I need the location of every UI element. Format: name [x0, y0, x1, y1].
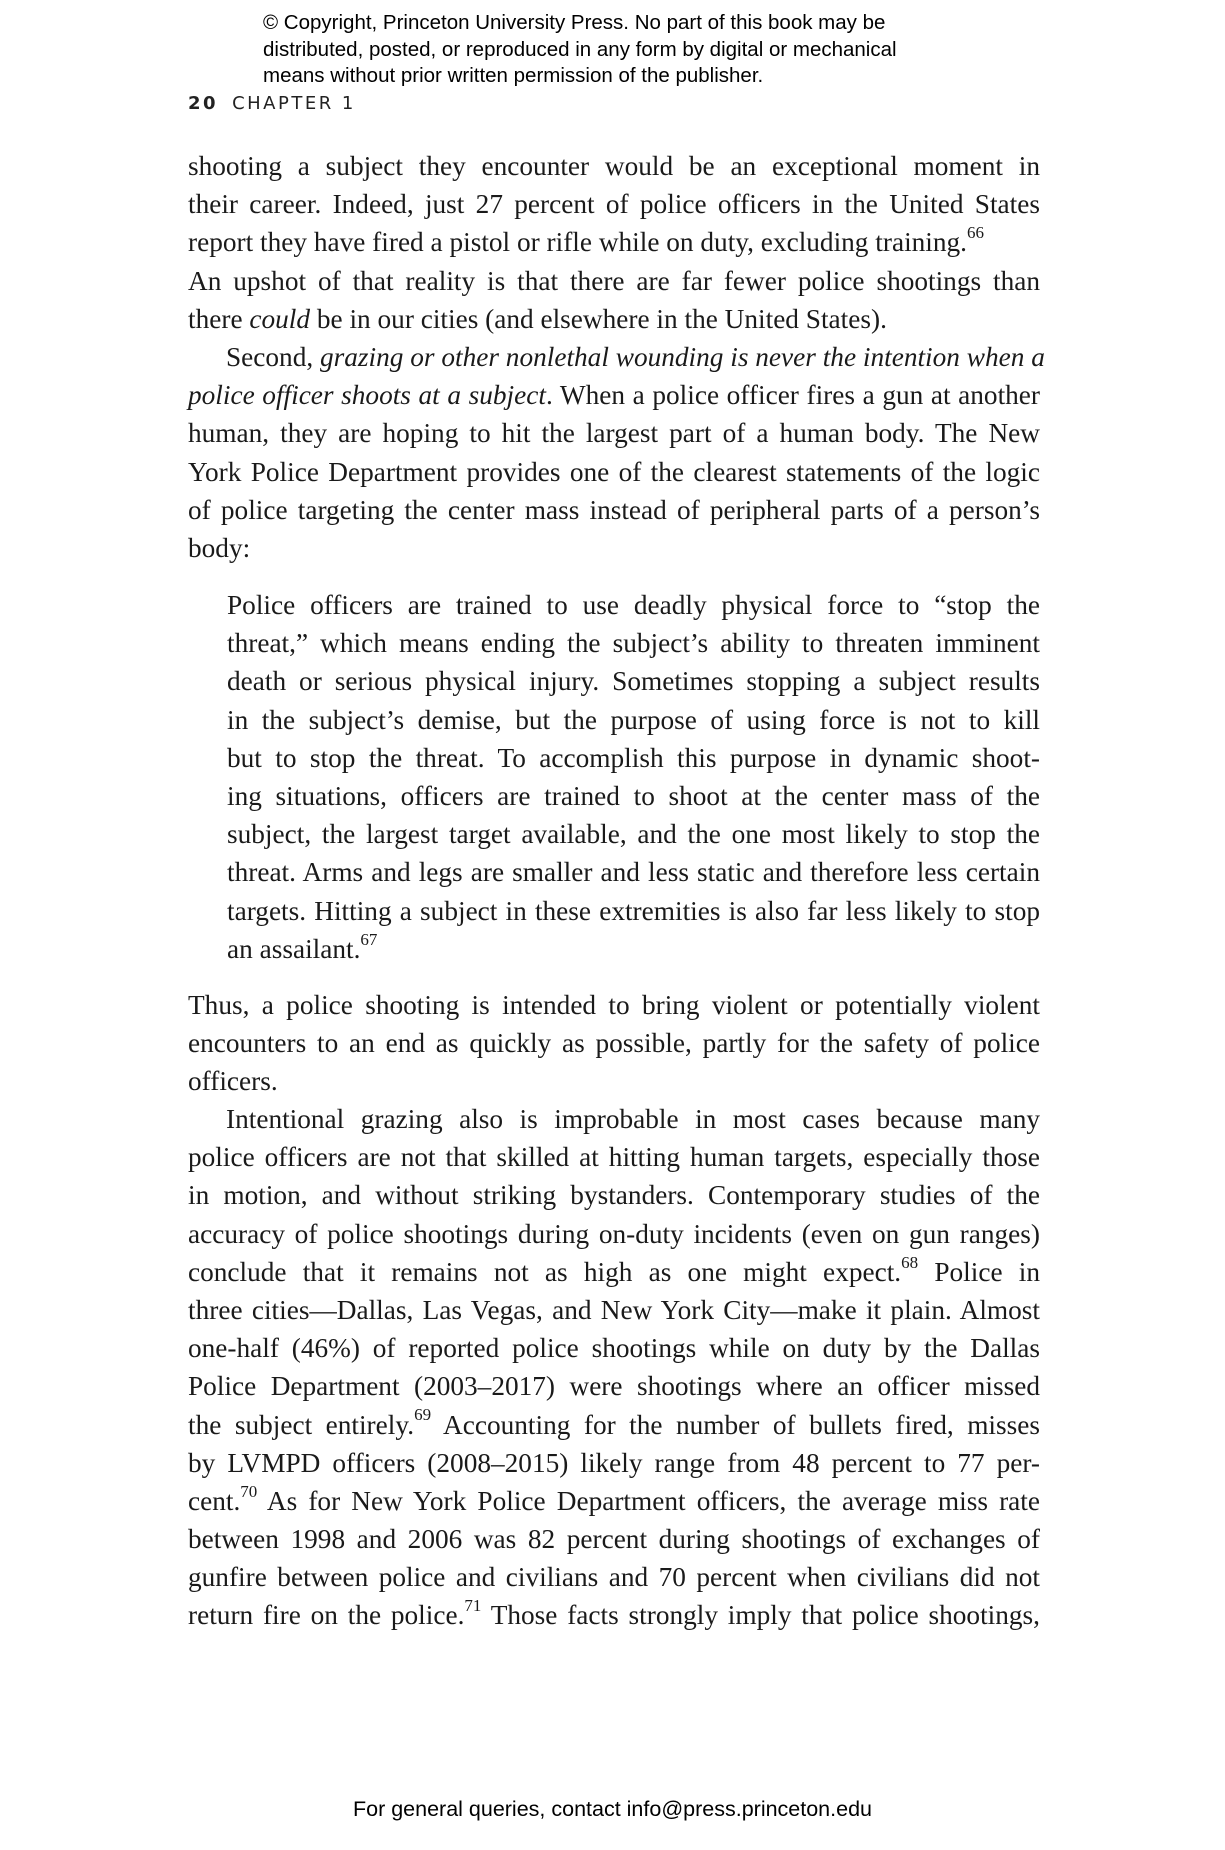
quote-line: death or serious physical injury. Sometimes stopping a subject results: [227, 666, 1040, 697]
quote-line: targets. Hitting a subject in these extremities is also far less likely to stop: [227, 895, 1040, 926]
text-line: body:: [188, 532, 251, 563]
text-line: [188, 338, 1045, 376]
text-line: accuracy of police shootings during on-duty incidents (even on gun ranges): [188, 1218, 1040, 1249]
text-line: Thus, a police shooting is intended to bring violent or potentially violent: [188, 990, 1040, 1020]
text-line: officers.: [188, 1066, 278, 1097]
text-line: police officers are not that skilled at hitting human targets, especially those: [188, 1142, 1040, 1173]
text-run: Accounting for the number of bullets fired, misses: [431, 1409, 1040, 1440]
page-number: 20: [188, 93, 219, 114]
quote-line: subject, the largest target available, and the one most likely to stop the: [227, 819, 1040, 850]
paragraph-2: [188, 338, 1045, 567]
chapter-label: CHAPTER 1: [232, 93, 356, 114]
quote-line: Police officers are trained to use deadly physical force to “stop the: [227, 590, 1040, 620]
footnote-ref-68: 68: [901, 1252, 919, 1272]
footnote-ref-66: 66: [967, 223, 985, 243]
text-line: in motion, and without striking bystanders. Contemporary studies of the: [188, 1180, 1040, 1211]
text-line: Police Department (2003–2017) were shootings where an officer missed: [188, 1371, 1040, 1402]
quote-line: threat. Arms and legs are smaller and less static and therefore less certain: [227, 857, 1040, 888]
text-line: human, they are hoping to hit the largest part of a human body. The New: [188, 418, 1040, 449]
text-run: conclude that it remains not as high as one might expect.: [188, 1256, 902, 1287]
footnote-ref-70: 70: [240, 1481, 258, 1501]
text-run: Police in: [918, 1256, 1040, 1287]
copyright-notice: [263, 10, 1023, 90]
italic-text: could: [249, 303, 311, 334]
text-line: by LVMPD officers (2008–2015) likely range from 48 percent to 77 per-: [188, 1447, 1040, 1478]
text-line: [188, 1596, 1040, 1634]
footnote-ref-71: 71: [464, 1596, 482, 1616]
text-line: one-half (46%) of reported police shootings while on duty by the Dallas: [188, 1333, 1040, 1364]
italic-text: grazing or other nonlethal wounding is never the intention when a: [320, 342, 1045, 372]
text-line: shooting a subject they encounter would be an exceptional moment in: [188, 151, 1040, 181]
text-line: [188, 223, 1040, 261]
text-run: Second,: [226, 342, 321, 372]
footnote-ref-67: 67: [360, 929, 378, 949]
quote-line: ing situations, officers are trained to shoot at the center mass of the: [227, 780, 1040, 811]
text-line: their career. Indeed, just 27 percent of police officers in the United States: [188, 189, 1040, 220]
text-run: there: [188, 303, 250, 334]
italic-text: police officer shoots at a subject: [188, 380, 546, 411]
footer-contact: For general queries, contact info@press.princeton.edu: [352, 1797, 872, 1821]
quote-line: but to stop the threat. To accomplish this purpose in dynamic shoot-: [227, 742, 1040, 773]
text-line: York Police Department provides one of the clearest statements of the logic: [188, 456, 1040, 487]
paragraph-4: [188, 1100, 1040, 1635]
text-line: encounters to an end as quickly as possible, partly for the safety of police: [188, 1028, 1040, 1059]
quote-line: threat,” which means ending the subject’s ability to threaten imminent: [227, 628, 1040, 659]
text-run: Those facts strongly imply that police shootings,: [481, 1600, 1040, 1631]
copyright-line: means without prior written permission of the publisher.: [263, 64, 764, 87]
text-line: of police targeting the center mass instead of peripheral parts of a person’s: [188, 494, 1040, 525]
text-line: [188, 376, 1040, 414]
text-run: return fire on the police.: [188, 1600, 465, 1631]
text-run: an assailant.: [227, 933, 361, 964]
block-quote: [227, 586, 1040, 968]
text-line: [188, 300, 1040, 338]
paragraph-3: [188, 986, 1040, 1101]
text-line: An upshot of that reality is that there are far fewer police shootings than: [188, 265, 1040, 296]
text-run: cent.: [188, 1485, 241, 1516]
text-line: [188, 1406, 1040, 1444]
running-head: [188, 93, 356, 114]
paragraph-1: [188, 147, 1040, 338]
text-line: [188, 1253, 1040, 1291]
text-line: [188, 1482, 1040, 1520]
text-run: be in our cities (and elsewhere in the United States).: [310, 303, 887, 334]
text-run: . When a police officer fires a gun at another: [545, 380, 1041, 411]
text-line: Intentional grazing also is improbable in most cases because many: [226, 1104, 1040, 1134]
text-run: As for New York Police Department officers, the average miss rate: [257, 1485, 1040, 1516]
quote-line: [227, 930, 1040, 968]
text-run: the subject entirely.: [188, 1409, 415, 1440]
footnote-ref-69: 69: [414, 1405, 432, 1425]
quote-line: in the subject’s demise, but the purpose of using force is not to kill: [227, 704, 1040, 735]
copyright-line: distributed, posted, or reproduced in any form by digital or mechanical: [263, 37, 897, 61]
text-line: gunfire between police and civilians and 70 percent when civilians did not: [188, 1562, 1040, 1593]
copyright-line: © Copyright, Princeton University Press. No part of this book may be: [263, 11, 886, 34]
text-line: between 1998 and 2006 was 82 percent during shootings of exchanges of: [188, 1524, 1040, 1555]
text-line: three cities—Dallas, Las Vegas, and New York City—make it plain. Almost: [188, 1294, 1040, 1325]
text-run: report they have fired a pistol or rifle while on duty, excluding training.: [188, 227, 968, 258]
